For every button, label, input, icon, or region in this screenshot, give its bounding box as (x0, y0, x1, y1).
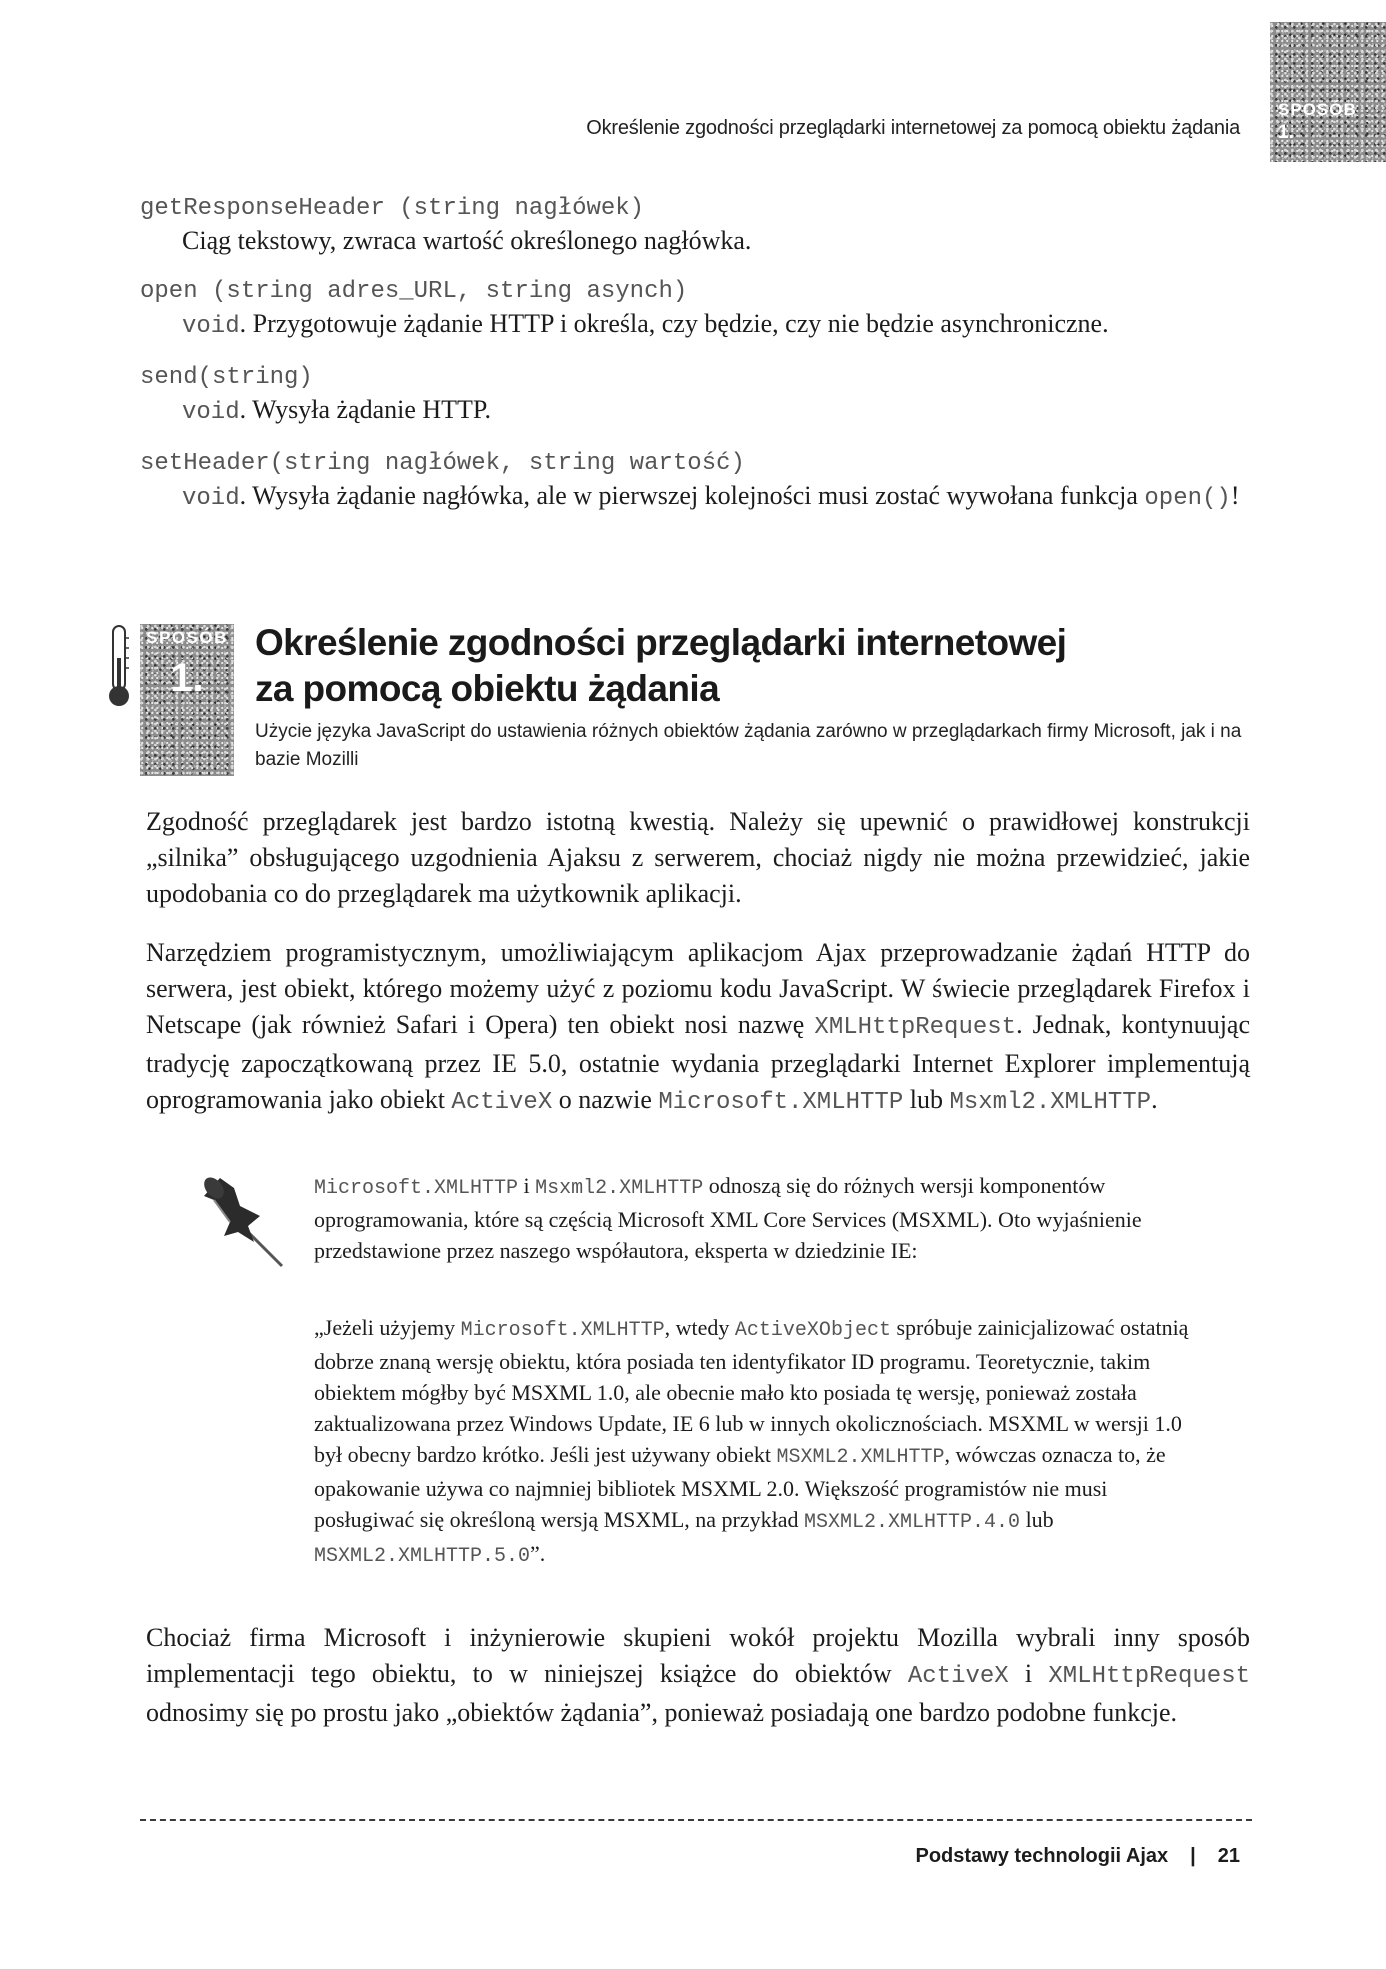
inline-code: open() (1144, 485, 1231, 512)
text-run: i (518, 1173, 536, 1198)
definition-term: setHeader(string nagłówek, string wartość) (140, 450, 745, 477)
text-run: odnoszą się do różnych wersji komponentów oprogramowania, które są częścią Microsoft XML Core Services (MSXML). Oto wyjaśnienie przedstawione przez naszego współautora, eksperta w dziedzinie IE: (314, 1173, 1142, 1263)
text-run: odnosimy się po prostu jako „obiektów żądania”, ponieważ posiadają one bardzo podobne funkcje. (146, 1698, 1178, 1727)
text-run: o nazwie (552, 1085, 659, 1114)
definition-item (140, 194, 1260, 258)
text-run: i (1008, 1659, 1049, 1688)
definition-text: . Przygotowuje żądanie HTTP i określa, czy będzie, czy nie będzie asynchroniczne. (239, 309, 1109, 338)
body-paragraph (146, 935, 1250, 1121)
section-badge-number: 1. (170, 656, 204, 700)
definition-item (140, 363, 1260, 430)
corner-tab-number: 1. (1278, 122, 1294, 143)
inline-code: Microsoft.XMLHTTP (314, 1177, 519, 1200)
inline-code: XMLHttpRequest (1048, 1663, 1250, 1690)
definition-term: send(string) (140, 364, 313, 391)
definition-item (140, 449, 1260, 516)
text-run: , wówczas oznacza to, że opakowanie używa co najmniej bibliotek MSXML 2.0. Większość programistów nie musi posługiwać się określoną wersją MSXML, na przykład (314, 1442, 1166, 1532)
return-type: void (182, 399, 240, 426)
definition-text: . Wysyła żądanie nagłówka, ale w pierwszej kolejności musi zostać wywołana funkcja (239, 481, 1145, 510)
inline-code: MSXML2.XMLHTTP.4.0 (804, 1511, 1021, 1534)
corner-tab (1270, 22, 1386, 162)
inline-code: MSXML2.XMLHTTP (776, 1446, 945, 1469)
inline-code: Msxml2.XMLHTTP (535, 1177, 704, 1200)
text-run: ”. (530, 1541, 546, 1566)
section-badge-label: SPOSÓB (146, 628, 228, 647)
return-type: void (182, 313, 240, 340)
inline-code: ActiveX (451, 1089, 553, 1116)
page-number: 21 (1217, 1845, 1240, 1867)
method-definitions (140, 194, 1260, 535)
definition-description (140, 307, 1260, 344)
text-run: lub (903, 1085, 950, 1114)
note-quote (314, 1312, 1194, 1572)
page-footer (916, 1845, 1241, 1868)
running-header: Określenie zgodności przeglądarki internetowej za pomocą obiektu żądania (586, 117, 1240, 139)
section-title-line: Określenie zgodności przeglądarki internetowej (255, 622, 1067, 663)
thermometer-icon (106, 624, 132, 710)
book-title: Podstawy technologii Ajax (915, 1845, 1169, 1867)
definition-text: . Wysyła żądanie HTTP. (239, 395, 492, 424)
footer-separator: | (1190, 1845, 1196, 1867)
pushpin-icon (190, 1170, 290, 1270)
text-run: Narzędziem programistycznym, umożliwiającym aplikacjom Ajax przeprowadzanie żądań HTTP do serwera, jest obiekt, którego możemy użyć z poziomu kodu JavaScript. W świecie przeglądarek Firefox i Netscape (jak również Safari i Opera) ten obiekt nosi nazwę (146, 938, 1250, 1039)
footer-divider (140, 1819, 1252, 1821)
text-run: lub (1020, 1507, 1054, 1532)
section-badge (140, 624, 234, 776)
section-title-line: za pomocą obiektu żądania (255, 668, 720, 709)
definition-item (140, 277, 1260, 344)
text-run: „Jeżeli użyjemy (314, 1315, 461, 1340)
definition-term: getResponseHeader (string nagłówek) (140, 195, 645, 222)
definition-term: open (string adres_URL, string asynch) (140, 278, 688, 305)
text-run: spróbuje zainicjalizować ostatnią dobrze znaną wersję obiektu, która posiada ten identyfikator ID programu. Teoretycznie, takim obiektem mógłby być MSXML 1.0, ale obecnie mało kto posiada tę wersję, ponieważ została zaktualizowana przez Windows Update, IE 6 lub w innych okolicznościach. MSXML w wersji 1.0 był obecny bardzo krótko. Jeśli jest używany obiekt (314, 1315, 1189, 1467)
text-run: , wtedy (664, 1315, 735, 1340)
body-paragraph (146, 1620, 1250, 1731)
inline-code: ActiveXObject (734, 1319, 891, 1342)
text-run: . (1151, 1085, 1158, 1114)
body-paragraph: Zgodność przeglądarek jest bardzo istotną kwestią. Należy się upewnić o prawidłowej konstrukcji „silnika” obsługującego uzgodnienia Ajaksu z serwerem, chociaż nigdy nie można przewidzieć, jakie upodobania co do przeglądarek ma użytkownik aplikacji. (146, 807, 1250, 908)
inline-code: Microsoft.XMLHTTP (658, 1089, 904, 1116)
section-title (255, 620, 1255, 712)
inline-code: ActiveX (907, 1663, 1009, 1690)
inline-code: XMLHttpRequest (814, 1014, 1017, 1041)
definition-tail: ! (1230, 481, 1240, 510)
inline-code: Microsoft.XMLHTTP (460, 1319, 665, 1342)
definition-description (140, 393, 1260, 430)
inline-code: Msxml2.XMLHTTP (949, 1089, 1152, 1116)
definition-text: Ciąg tekstowy, zwraca wartość określonego nagłówka. (182, 226, 752, 255)
inline-code: MSXML2.XMLHTTP.5.0 (314, 1545, 531, 1568)
definition-description (140, 224, 1260, 258)
text-run: . Jednak, kontynuując tradycję zapoczątkowaną przez IE 5.0, ostatnie wydania przeglądarki Internet Explorer implementują oprogramowania jako obiekt (146, 1010, 1250, 1114)
definition-description (140, 479, 1260, 516)
note-paragraph (314, 1170, 1194, 1266)
text-run: Chociaż firma Microsoft i inżynierowie skupieni wokół projektu Mozilla wybrali inny sposób implementacji tego obiektu, to w niniejszej książce do obiektów (146, 1623, 1250, 1688)
return-type: void (182, 485, 240, 512)
corner-tab-label: SPOSÓB (1278, 100, 1357, 119)
section-subtitle: Użycie języka JavaScript do ustawienia różnych obiektów żądania zarówno w przeglądarkach firmy Microsoft, jak i na bazie Mozilli (255, 721, 1242, 770)
